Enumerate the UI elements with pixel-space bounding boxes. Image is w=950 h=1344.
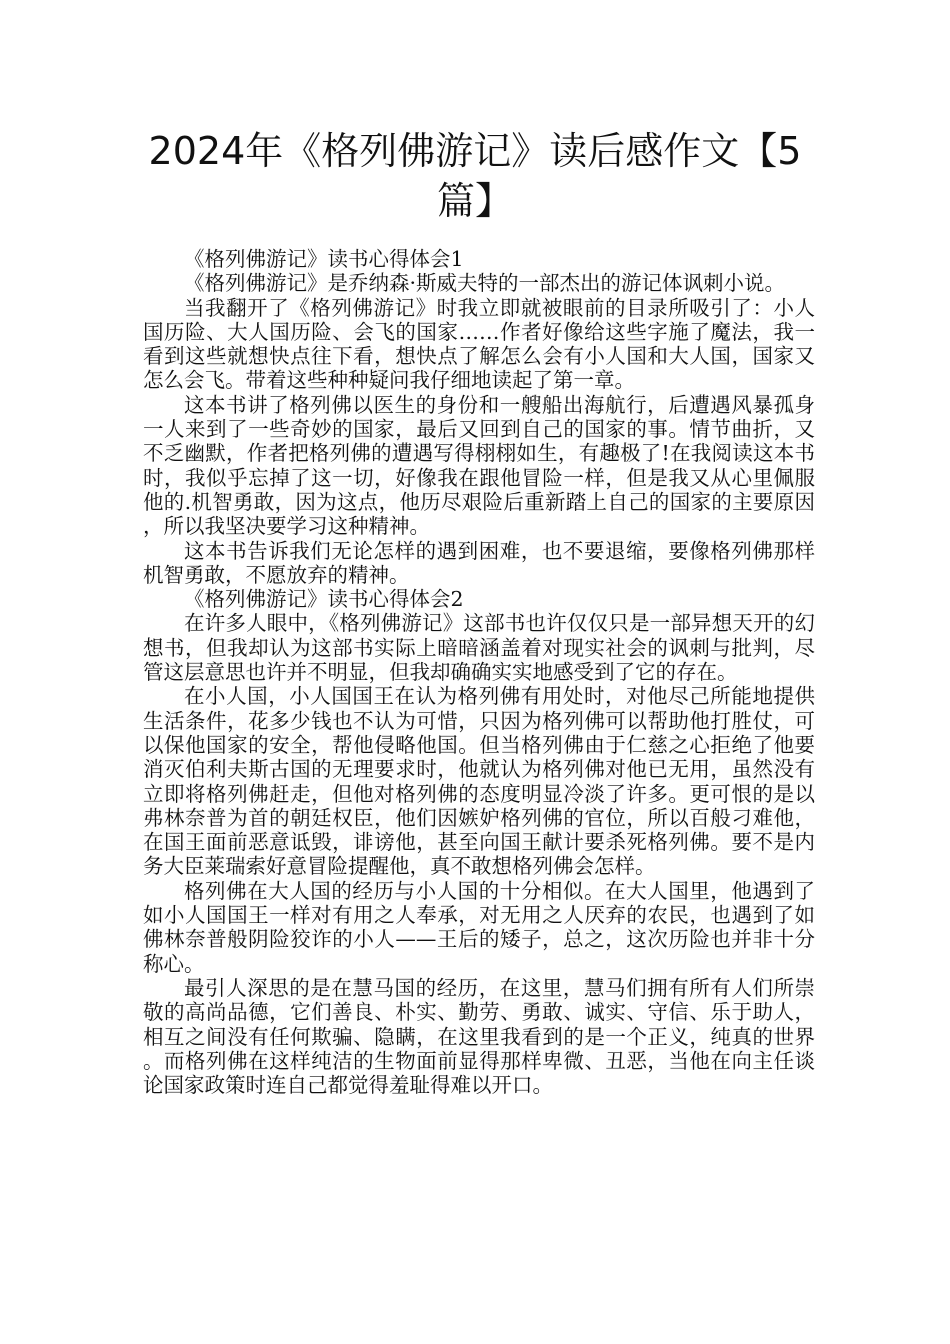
paragraph: 这本书告诉我们无论怎样的遇到困难，也不要退缩，要像格列佛那样机智勇敢，不愿放弃的精神。: [143, 538, 815, 587]
paragraph: 最引人深思的是在慧马国的经历，在这里，慧马们拥有所有人们所崇敬的高尚品德，它们善良、朴实、勤劳、勇敢、诚实、守信、乐于助人，相互之间没有任何欺骗、隐瞒，在这里我看到的是一个正义，纯真的世界。而格列佛在这样纯洁的生物面前显得那样卑微、丑恶，当他在向主任谈论国家政策时连自己都觉得羞耻得难以开口。: [143, 975, 815, 1098]
paragraph: 在许多人眼中，《格列佛游记》这部书也许仅仅只是一部异想天开的幻想书，但我却认为这部书实际上暗暗涵盖着对现实社会的讽刺与批判，尽管这层意思也许并不明显，但我却确确实实地感受到了它的存在。: [143, 611, 815, 685]
paragraph: 当我翻开了《格列佛游记》时我立即就被眼前的目录所吸引了：小人国历险、大人国历险、会飞的国家……作者好像给这些字施了魔法，我一看到这些就想快点往下看，想快点了解怎么会有小人国和大人国，国家又怎么会飞。带着这些种种疑问我仔细地读起了第一章。: [143, 295, 815, 393]
section-heading-2: 《格列佛游记》读书心得体会2: [184, 587, 464, 612]
paragraph: 格列佛在大人国的经历与小人国的十分相似。在大人国里，他遇到了如小人国国王一样对有用之人奉承，对无用之人厌弃的农民，也遇到了如佛林奈普般阴险狡诈的小人——王后的矮子，总之，这次历险也并非十分称心。: [143, 878, 815, 976]
document-title: 2024年《格列佛游记》读后感作文【5篇】: [148, 129, 802, 223]
document-body: [143, 247, 815, 1097]
paragraph: 在小人国，小人国国王在认为格列佛有用处时，对他尽己所能地提供生活条件，花多少钱也不认为可惜，只因为格列佛可以帮助他打胜仗，可以保他国家的安全，帮他侵略他国。但当格列佛由于仁慈之心拒绝了他要消灭伯利夫斯古国的无理要求时，他就认为格列佛对他已无用，虽然没有立即将格列佛赶走，但他对格列佛的态度明显冷淡了许多。更可恨的是以弗林奈普为首的朝廷权臣，他们因嫉妒格列佛的官位，所以百般刁难他，在国王面前恶意诋毁，诽谤他，甚至向国王献计要杀死格列佛。要不是内务大臣莱瑞索好意冒险提醒他，真不敢想格列佛会怎样。: [143, 684, 815, 879]
section-heading-1: 《格列佛游记》读书心得体会1: [184, 247, 464, 271]
paragraph: 这本书讲了格列佛以医生的身份和一艘船出海航行，后遭遇风暴孤身一人来到了一些奇妙的国家，最后又回到自己的国家的事。情节曲折，又不乏幽默，作者把格列佛的遭遇写得栩栩如生，有趣极了!在我阅读这本书时，我似乎忘掉了这一切，好像我在跟他冒险一样，但是我又从心里佩服他的.机智勇敢，因为这点，他历尽艰险后重新踏上自己的国家的主要原因，所以我坚决要学习这种精神。: [143, 392, 815, 539]
paragraph: 《格列佛游记》是乔纳森·斯威夫特的一部杰出的游记体讽刺小说。: [184, 271, 786, 296]
